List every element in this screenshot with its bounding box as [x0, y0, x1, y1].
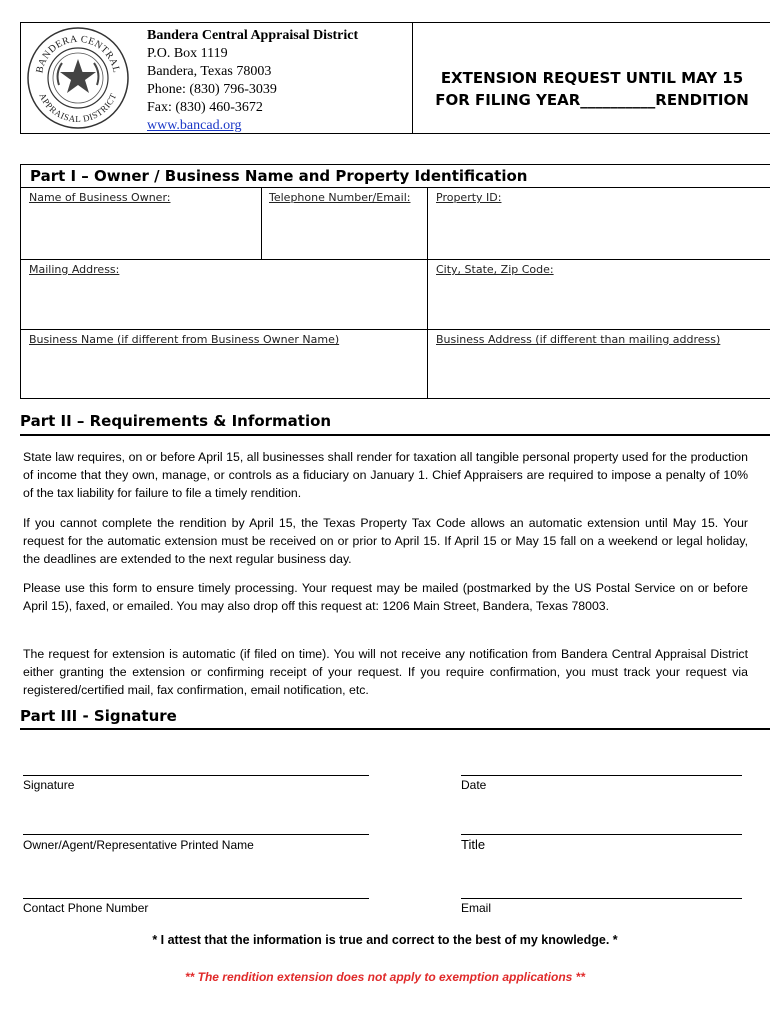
signature-line[interactable] — [23, 775, 369, 776]
mailing-address-field[interactable] — [21, 259, 428, 329]
title-line[interactable] — [461, 834, 742, 835]
fax: Fax: (830) 460-3672 — [147, 100, 263, 115]
cell-divider — [261, 187, 262, 259]
contact-phone-label: Contact Phone Number — [23, 901, 149, 915]
district-seal-icon — [25, 25, 131, 131]
email-line[interactable] — [461, 898, 742, 899]
part2-title: Part II – Requirements & Information — [20, 412, 332, 430]
telephone-email-field[interactable] — [261, 187, 428, 259]
mailing-address-label: Mailing Address: — [29, 263, 120, 276]
attestation-statement: * I attest that the information is true and correct to the best of my knowledge. * — [152, 933, 618, 947]
business-address-field[interactable] — [428, 329, 770, 399]
seal-text-bottom: APPRAISAL DISTRICT — [37, 91, 119, 125]
part3-title: Part III - Signature — [20, 707, 177, 725]
part1-title: Part I – Owner / Business Name and Property Identification — [30, 167, 528, 185]
phone: Phone: (830) 796-3039 — [147, 82, 277, 97]
city-state-zip-field[interactable] — [428, 259, 770, 329]
header-box — [20, 22, 770, 134]
cell-divider — [427, 187, 428, 398]
business-name-field[interactable] — [21, 329, 428, 399]
part1-section — [20, 164, 770, 399]
website-link[interactable]: www.bancad.org — [147, 118, 242, 133]
city-state-zip-label: City, State, Zip Code: — [436, 263, 554, 276]
telephone-email-label: Telephone Number/Email: — [269, 191, 411, 204]
email-label: Email — [461, 901, 492, 915]
requirements-paragraph-3: Please use this form to ensure timely processing. Your request may be mailed (postmarked by the US Postal Service on or before April 15), faxed, or emailed. You may also drop off this request at: 1206 Main Street, Bandera, Texas 78003. — [23, 581, 748, 613]
requirements-paragraph-2: If you cannot complete the rendition by April 15, the Texas Property Tax Code allows an automatic extension until May 15. Your request for the automatic extension must be received on or prior to April 15. If April 15 or May 15 fall on a weekend or legal holiday, the deadlines are extended to the next regular business day. — [23, 516, 748, 566]
city-line: Bandera, Texas 78003 — [147, 64, 272, 79]
exemption-footnote: ** The rendition extension does not apply to exemption applications ** — [184, 970, 586, 984]
requirements-paragraph-4: The request for extension is automatic (if filed on time). You will not receive any notification from Bandera Central Appraisal District either granting the extension or confirming receipt of your request. If you require confirmation, you must track your request via registered/certified mail, fax confirmation, email notification, etc. — [23, 647, 748, 697]
business-owner-field[interactable] — [21, 187, 261, 259]
district-name: Bandera Central Appraisal District — [147, 28, 359, 43]
signature-label: Signature — [23, 778, 75, 792]
part2-rule — [20, 434, 770, 436]
business-address-label: Business Address (if different than mailing address) — [436, 333, 721, 346]
printed-name-label: Owner/Agent/Representative Printed Name — [23, 838, 254, 852]
form-title-line2[interactable]: FOR FILING YEAR__________RENDITION — [435, 91, 749, 109]
business-name-label: Business Name (if different from Business Owner Name) — [29, 333, 340, 346]
title-label: Title — [461, 837, 486, 852]
property-id-label: Property ID: — [436, 191, 502, 204]
requirements-paragraph-1: State law requires, on or before April 15, all businesses shall render for taxation all tangible personal property used for the production of income that they own, manage, or controls as a fiduciary on January 1. Chief Appraisers are required to impose a penalty of 10% of the tax liability for failure to file a timely rendition. — [23, 450, 748, 500]
contact-phone-line[interactable] — [23, 898, 369, 899]
date-line[interactable] — [461, 775, 742, 776]
date-label: Date — [461, 778, 487, 792]
form-title — [413, 67, 770, 111]
printed-name-line[interactable] — [23, 834, 369, 835]
part3-rule — [20, 728, 770, 730]
business-owner-label: Name of Business Owner: — [29, 191, 171, 204]
seal-text-top: BANDERA CENTRAL — [34, 33, 122, 75]
form-title-line1: EXTENSION REQUEST UNTIL MAY 15 — [440, 69, 744, 87]
property-id-field[interactable] — [428, 187, 770, 259]
po-box: P.O. Box 1119 — [147, 46, 228, 61]
district-address-block — [147, 27, 358, 135]
